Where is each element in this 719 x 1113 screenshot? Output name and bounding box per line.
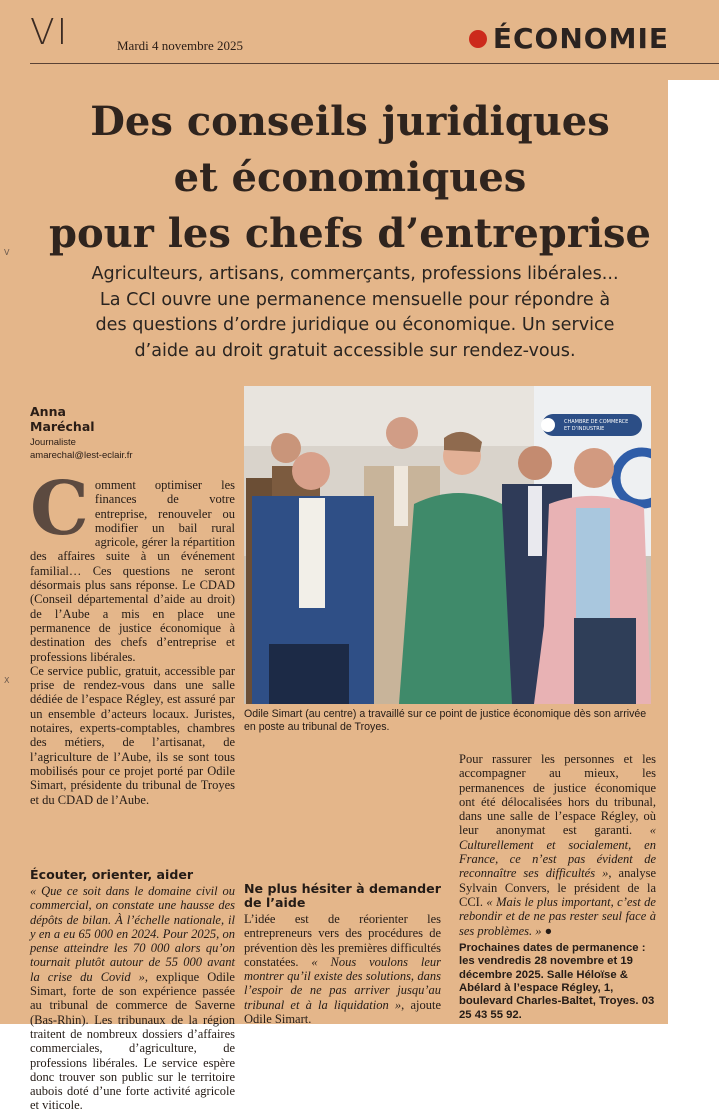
- page-folio: VI: [30, 12, 70, 53]
- rubric-dot-icon: [469, 30, 487, 48]
- quote: « Mais le plus important, c’est de rebondir et de ne pas rester seul face à ses problèmes. »: [459, 894, 656, 938]
- title-line: pour les chefs d’entreprise: [49, 210, 651, 257]
- quote: « Que ce soit dans le domaine civil ou commercial, on constate une hausse des dépôts de bilan. À l’échelle nationale, il y en a eu 65 000 en 2024. Pour 2025, on pense atteindre les 70 000 alors qu’on tournait plutôt autour de 55 000 avant la crise du Covid »: [30, 884, 235, 984]
- rubric-label: ÉCONOMIE: [492, 22, 669, 55]
- paragraph: L’idée est de réorienter les entrepreneurs vers des procédures de prévention dès les premières difficultés constatées.: [244, 912, 441, 969]
- article-photo: [244, 386, 651, 704]
- column-2: Ne plus hésiter à demander de l’aide L’idée est de réorienter les entrepreneurs vers des procédures de prévention dès les premières difficultés constatées. « Nous voulons leur montrer qu’il existe des solutions, dans l’espoir de ne pas arriver jusqu’au tribunal et à la liquidation », ajoute Odile Simart.: [244, 881, 441, 1027]
- margin-note: X: [4, 676, 10, 685]
- subhead-aide: Ne plus hésiter à demander de l’aide: [244, 881, 441, 910]
- byline: [30, 404, 230, 461]
- scan-border: [668, 80, 719, 1024]
- title-line: Des conseils juridiques: [90, 98, 610, 145]
- column-1-bottom: [30, 862, 235, 1113]
- paragraph: , explique Odile Simart, forte de son expérience passée au tribunal de commerce de Saverne (Bas-Rhin). Les tribunaux de la région traitent de nombreux dossiers d’affaires commerciales, d’agriculture, de professions libérales. Le service espère donc trouver son public sur le territoire aubois doté d’une forte activité agricole et viticole.: [30, 969, 235, 1113]
- author-email[interactable]: amarechal@lest-eclair.fr: [30, 450, 133, 461]
- quote: « Nous voulons leur montrer qu’il existe des solutions, dans l’espoir de ne pas arriver jusqu’au tribunal et à la liquidation »: [244, 954, 441, 1012]
- author-role: Journaliste: [30, 437, 76, 448]
- info-box: Prochaines dates de permanence : les vendredis 28 novembre et 19 décembre 2025. Salle Héloïse & Abélard à l’espace Régley, 1, boulevard Charles-Baltet, Troyes. 03 25 43 55 92.: [459, 941, 655, 1021]
- group-photo-image: [244, 386, 651, 704]
- lead-paragraph: omment optimiser les finances de votre entreprise, renouveler ou modifier un bail rural agricole, gérer la répartition des affaires suite à un événement familial… Ces questions ne seront désormais plus sans réponse. Le CDAD (Conseil départemental d’aide au droit) de l’Aube a mis en place une permanence de justice économique à destination des chefs d’entreprise et professions libérales.: [30, 478, 235, 664]
- column-1-top: [30, 466, 235, 807]
- title-line: et économiques: [173, 154, 527, 201]
- author-name: Anna Maréchal: [30, 404, 95, 434]
- banner-text: CHAMBRE DE COMMERCE: [564, 419, 629, 425]
- end-mark: ●: [544, 923, 553, 938]
- header-rule: [30, 63, 719, 64]
- paragraph: Ce service public, gratuit, accessible par prise de rendez-vous dans une salle dédiée de l’espace Régley, est assuré par un ensemble d’acteurs locaux. Juristes, notaires, experts-comptables, chambres des métiers, de l’artisanat, de l’agriculture de l’Aube, ils se sont tous mobilisés pour ce projet porté par Odile Simart, présidente du tribunal de Troyes et du CDAD de l’Aube.: [30, 663, 235, 807]
- photo-caption: Odile Simart (au centre) a travaillé sur ce point de justice économique dès son arrivée en poste au tribunal de Troyes.: [244, 708, 647, 733]
- quote: « Culturellement et socialement, en France, ce n’est pas évident de reconnaître ses difficultés »: [459, 823, 656, 881]
- issue-date: Mardi 4 novembre 2025: [117, 38, 244, 53]
- paragraph: Pour rassurer les personnes et les accompagner au mieux, les permanences de justice économique ont été délocalisées hors du tribunal, dans une salle de l’espace Régley, où leur anonymat est garanti.: [459, 752, 656, 838]
- margin-note: V: [4, 248, 10, 257]
- column-3: Pour rassurer les personnes et les accompagner au mieux, les permanences de justice économique ont été délocalisées hors du tribunal, dans une salle de l’espace Régley, où leur anonymat est garanti. « Culturellement et socialement, en France, ce n’est pas évident de reconnaître ses difficultés », analyse Sylvain Convers, le président de la CCI. « Mais le plus important, c’est de rebondir et de ne pas rester seul face à ses problèmes. » ● Prochaines dates de permanence : les vendredis 28 novembre et 19 décembre 2025. Salle Héloïse & Abélard à l’espace Régley, 1, boulevard Charles-Baltet, Troyes. 03 25 43 55 92.: [459, 752, 657, 1021]
- standfirst: Agriculteurs, artisans, commerçants, professions libérales... La CCI ouvre une permanence mensuelle pour répondre à des questions d’ordre juridique ou économique. Un service d’aide au droit gratuit accessible sur rendez-vous.: [91, 264, 619, 361]
- drop-cap: C: [30, 466, 89, 552]
- cci-banner: [542, 414, 642, 436]
- banner-text: ET D’INDUSTRIE: [564, 426, 605, 432]
- section-rubric: [469, 22, 669, 55]
- article-title: [30, 94, 670, 262]
- subhead-ecouter: Écouter, orienter, aider: [30, 867, 194, 882]
